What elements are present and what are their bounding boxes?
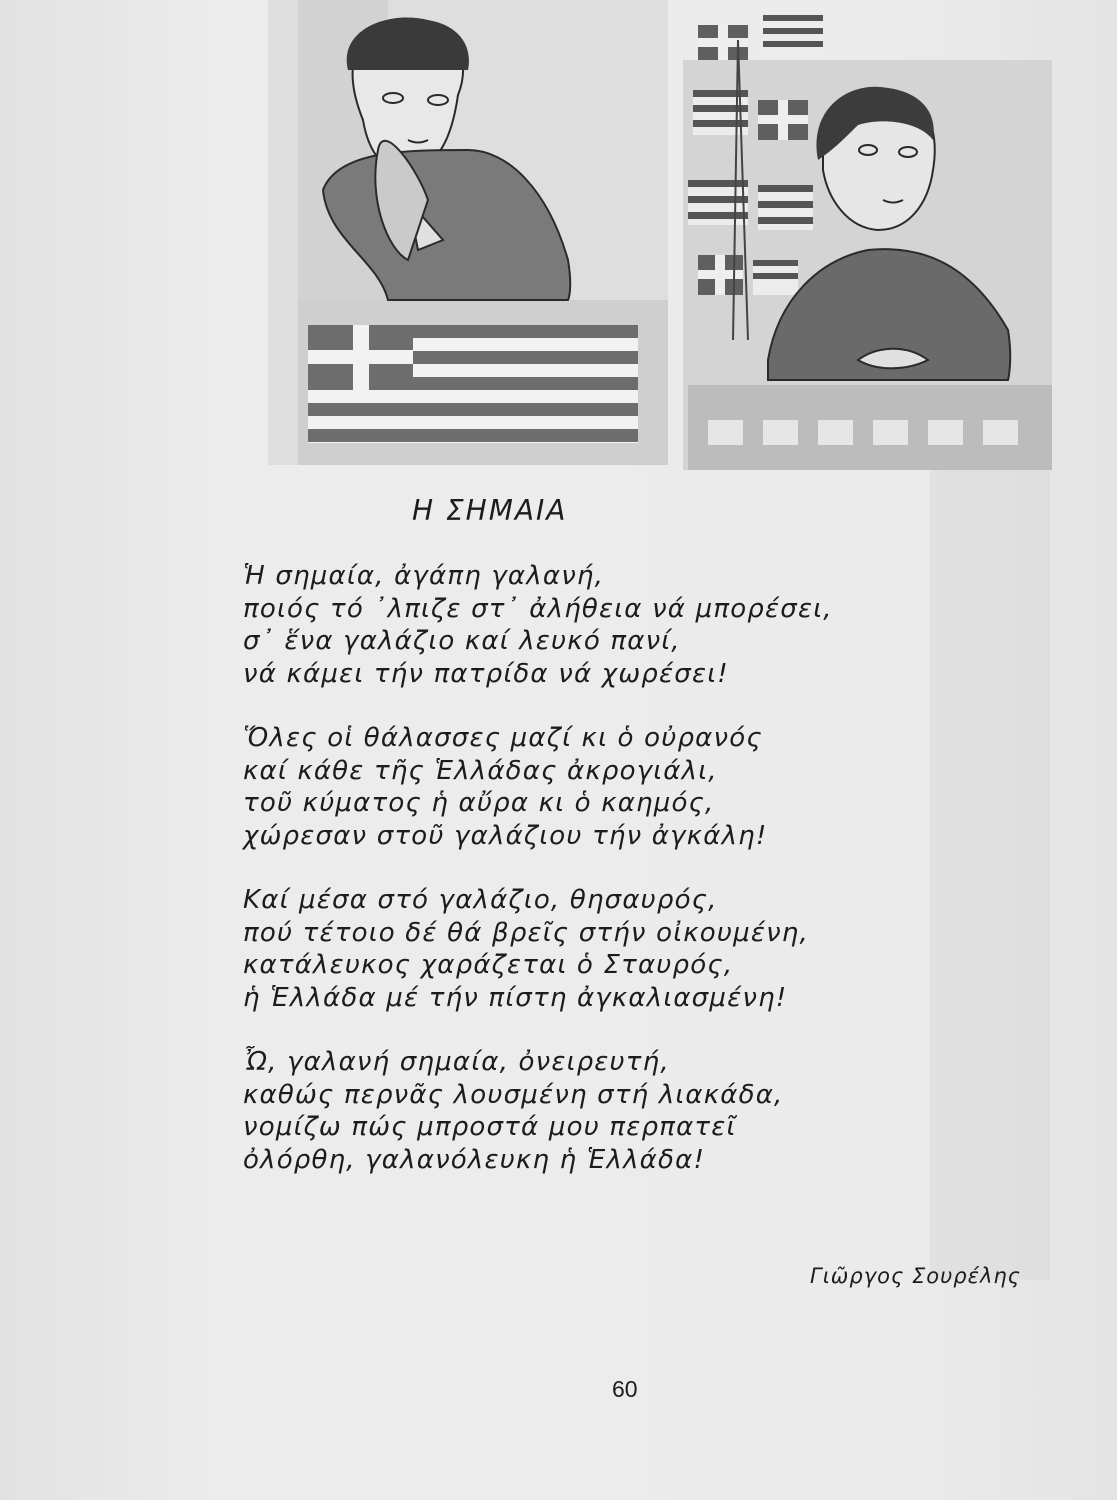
poem-line: τοῦ κύματος ἡ αὔρα κι ὁ καημός, (243, 788, 715, 818)
poem-line: κατάλευκος χαράζεται ὁ Σταυρός, (243, 950, 734, 980)
poem-line: πού τέτοιο δέ θά βρεῖς στήν οἰκουμένη, (243, 917, 809, 948)
right-panel-drawing (683, 15, 1052, 470)
stanza-1 (243, 560, 903, 690)
left-panel-drawing (268, 0, 668, 465)
poem-line: σ᾽ ἕνα γαλάζιο καί λευκό πανί, (243, 626, 681, 656)
poem-author: Γιῶργος Σουρέλης (810, 1264, 1022, 1288)
stanza-4 (243, 1046, 903, 1176)
poem-line: καί κάθε τῆς Ἑλλάδας ἀκρογιάλι, (243, 755, 718, 786)
poem-body (243, 560, 903, 1208)
poem-title: Η ΣΗΜΑΙΑ (412, 494, 568, 527)
illustration-woman-and-boy-with-flags (268, 0, 1052, 470)
stanza-2 (243, 722, 903, 852)
greek-flag-left (308, 325, 638, 443)
poem-line: ἡ Ἑλλάδα μέ τήν πίστη ἀγκαλιασμένη! (243, 982, 788, 1013)
poem-line: καθώς περνᾶς λουσμένη στή λιακάδα, (243, 1079, 784, 1110)
poem-line: χώρεσαν στοῦ γαλάζιου τήν ἀγκάλη! (243, 820, 768, 851)
poem-line: Ὦ, γαλανή σημαία, ὀνειρευτή, (243, 1047, 670, 1077)
poem-line: νά κάμει τήν πατρίδα νά χωρέσει! (243, 658, 729, 689)
poem-line: ὀλόρθη, γαλανόλευκη ἡ Ἑλλάδα! (243, 1144, 706, 1175)
page-number: 60 (612, 1376, 638, 1402)
poem-line: νομίζω πώς μπροστά μου περπατεῖ (243, 1112, 737, 1142)
stanza-3 (243, 884, 903, 1014)
poem-line: ποιός τό ᾽λπιζε στ᾽ ἀλήθεια νά μπορέσει, (243, 593, 833, 624)
poem-line: Ὅλες οἱ θάλασσες μαζί κι ὁ οὐρανός (243, 723, 763, 753)
poem-line: Ἡ σημαία, ἀγάπη γαλανή, (243, 561, 605, 591)
poem-line: Καί μέσα στό γαλάζιο, θησαυρός, (243, 885, 718, 915)
